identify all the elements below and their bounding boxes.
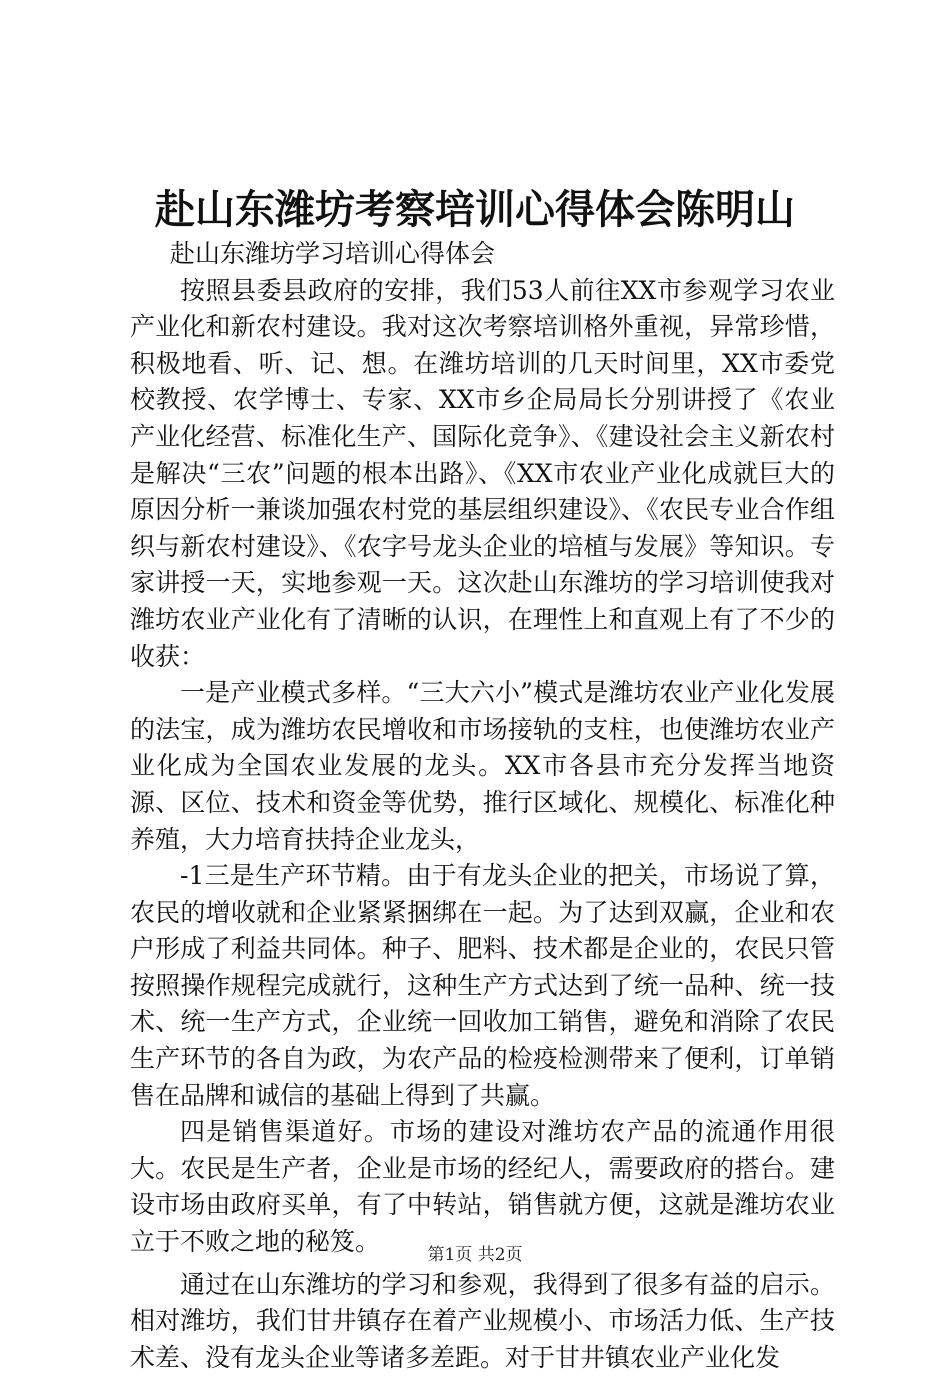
- document-subtitle: 赴山东潍坊学习培训心得体会: [170, 239, 496, 268]
- page-footer: 第1页 共2页: [427, 1245, 523, 1265]
- document-body: [130, 236, 835, 1376]
- paragraph: 四是销售渠道好。市场的建设对潍坊农产品的流通作用很大。农民是生产者，企业是市场的经纪人，需要政府的搭台。建设市场由政府买单，有了中转站，销售就方便，这就是潍坊农业立于不败之地的秘笈。: [130, 1117, 835, 1257]
- paragraph: 按照县委县政府的安排，我们53人前往XX市参观学习农业产业化和新农村建设。我对这次考察培训格外重视，异常珍惜，积极地看、听、记、想。在潍坊培训的几天时间里，XX市委党校教授、农学博士、专家、XX市乡企局局长分别讲授了《农业产业化经营、标准化生产、国际化竞争》、《建设社会主义新农村是解决“三农”问题的根本出路》、《XX市农业产业化成就巨大的原因分析一兼谈加强农村党的基层组织建设》、《农民专业合作组织与新农村建设》、《农字号龙头企业的培植与发展》等知识。专家讲授一天，实地参观一天。这次赴山东潍坊的学习培训使我对潍坊农业产业化有了清晰的认识，在理性上和直观上有了不少的收获：: [130, 275, 835, 671]
- paragraph: -1三是生产环节精。由于有龙头企业的把关，市场说了算，农民的增收就和企业紧紧捆绑在一起。为了达到双赢，企业和农户形成了利益共同体。种子、肥料、技术都是企业的，农民只管按照操作规程完成就行，这种生产方式达到了统一品种、统一技术、统一生产方式，企业统一回收加工销售，避免和消除了农民生产环节的各自为政，为农产品的检疫检测带来了便利，订单销售在品牌和诚信的基础上得到了共赢。: [130, 861, 835, 1110]
- paragraph: 一是产业模式多样。“三大六小”模式是潍坊农业产业化发展的法宝，成为潍坊农民增收和市场接轨的支柱，也使潍坊农业产业化成为全国农业发展的龙头。XX市各县市充分发挥当地资源、区位、技术和资金等优势，推行区域化、规模化、标准化种养殖，大力培育扶持企业龙头，: [130, 678, 835, 854]
- document-title: 赴山东潍坊考察培训心得体会陈明山: [155, 186, 795, 233]
- paragraph: 通过在山东潍坊的学习和参观，我得到了很多有益的启示。相对潍坊，我们甘井镇存在着产业规模小、市场活力低、生产技术差、没有龙头企业等诸多差距。对于甘井镇农业产业化发: [130, 1269, 835, 1372]
